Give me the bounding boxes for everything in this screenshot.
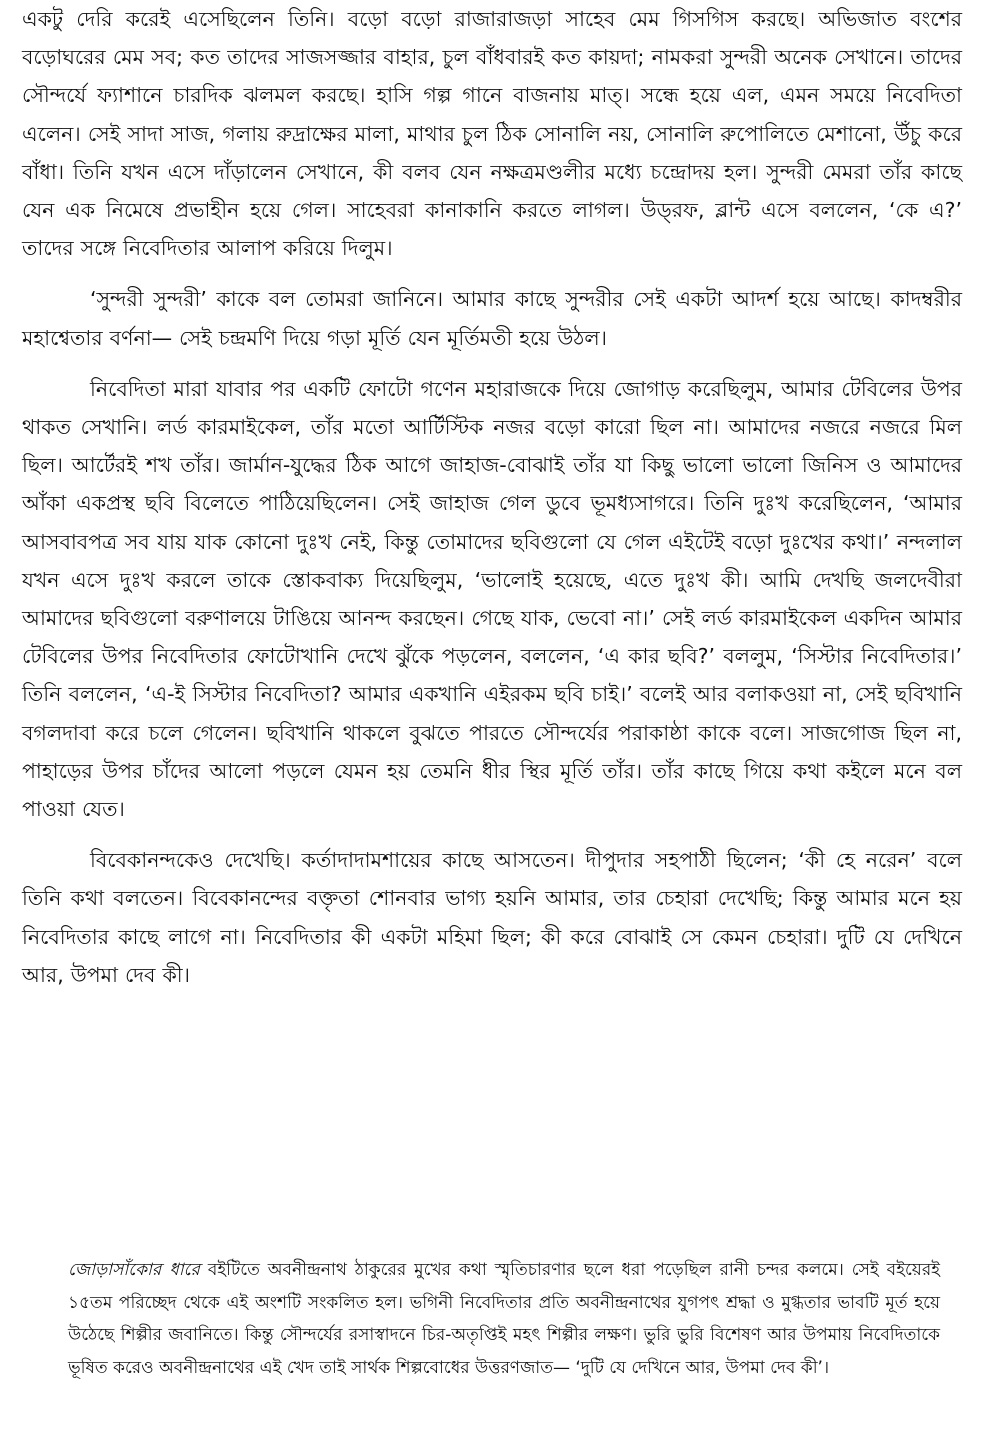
editorial-note-text — [68, 1254, 940, 1384]
paragraph-2: ‘সুন্দরী সুন্দরী’ কাকে বল তোমরা জানিনে। আমার কাছে সুন্দরীর সেই একটা আদর্শ হয়ে আছে। কাদম্বরীর মহাশ্বেতার বর্ণনা— সেই চন্দ্রমণি দিয়ে গড়া মূর্তি যেন মূর্তিমতী হয়ে উঠল। — [22, 287, 962, 350]
paragraph-3: নিবেদিতা মারা যাবার পর একটি ফোটো গণেন মহারাজকে দিয়ে জোগাড় করেছিলুম, আমার টেবিলের উপর থাকত সেখানি। লর্ড কারমাইকেল, তাঁর মতো আর্টিস্টিক নজর বড়ো কারো ছিল না। আমাদের নজরে নজরে মিল ছিল। আর্টেরই শখ তাঁর। জার্মান-যুদ্ধের ঠিক আগে জাহাজ-বোঝাই তাঁর যা কিছু ভালো ভালো জিনিস ও আমাদের আঁকা একপ্রস্থ ছবি বিলেতে পাঠিয়েছিলেন। সেই জাহাজ গেল ডুবে ভূমধ্যসাগরে। তিনি দুঃখ করেছিলেন, ‘আমার আসবাবপত্র সব যায় যাক কোনো দুঃখ নেই, কিন্তু তোমাদের ছবিগুলো যে গেল এইটেই বড়ো দুঃখের কথা।’ নন্দলাল যখন এসে দুঃখ করলে তাকে স্তোকবাক্য দিয়েছিলুম, ‘ভালোই হয়েছে, এতে দুঃখ কী। আমি দেখছি জলদেবীরা আমাদের ছবিগুলো বরুণালয়ে টাঙিয়ে আনন্দ করছেন। গেছে যাক, ভেবো না।’ সেই লর্ড কারমাইকেল একদিন আমার টেবিলের উপর নিবেদিতার ফোটোখানি দেখে ঝুঁকে পড়লেন, বললেন, ‘এ কার ছবি?’ বললুম, ‘সিস্টার নিবেদিতার।’ তিনি বললেন, ‘এ-ই সিস্টার নিবেদিতা? আমার একখানি এইরকম ছবি চাই।’ বলেই আর বলাকওয়া না, সেই ছবিখানি বগলদাবা করে চলে গেলেন। ছবিখানি থাকলে বুঝতে পারতে সৌন্দর্যের পরাকাষ্ঠা কাকে বলে। সাজগোজ ছিল না, পাহাড়ের উপর চাঁদের আলো পড়লে যেমন হয় তেমনি ধীর স্থির মূর্তি তাঁর। তাঁর কাছে গিয়ে কথা কইলে মনে বল পাওয়া যেত। — [22, 376, 962, 822]
note-body: বইটিতে অবনীন্দ্রনাথ ঠাকুরের মুখের কথা স্মৃতিচারণার ছলে ধরা পড়েছিল রানী চন্দর কলমে। সেই বইয়েরই ১৫তম পরিচ্ছেদ থেকে এই অংশটি সংকলিত হল। ভগিনী নিবেদিতার প্রতি অবনীন্দ্রনাথের যুগপৎ শ্রদ্ধা ও মুগ্ধতার ভাবটি মূর্ত হয়ে উঠেছে শিল্পীর জবানিতে। কিন্তু সৌন্দর্যের রসাস্বাদনে চির-অতৃপ্তিই মহৎ শিল্পীর লক্ষণ। ভুরি ভুরি বিশেষণ আর উপমায় নিবেদিতাকে ভূষিত করেও অবনীন্দ্রনাথের এই খেদ তাই সার্থক শিল্পবোধের উত্তরণজাত— ‘দুটি যে দেখিনে আর, উপমা দেব কী’। — [68, 1260, 941, 1378]
editorial-note — [68, 1254, 940, 1384]
paragraph-1: একটু দেরি করেই এসেছিলেন তিনি। বড়ো বড়ো রাজারাজড়া সাহেব মেম গিসগিস করছে। অভিজাত বংশের বড়োঘরের মেম সব; কত তাদের সাজসজ্জার বাহার, চুল বাঁধবারই কত কায়দা; নামকরা সুন্দরী অনেক সেখানে। তাদের সৌন্দর্যে ফ্যাশানে চারদিক ঝলমল করছে। হাসি গল্প গানে বাজনায় মাত্‌। সন্ধে হয়ে এল, এমন সময়ে নিবেদিতা এলেন। সেই সাদা সাজ, গলায় রুদ্রাক্ষের মালা, মাথার চুল ঠিক সোনালি নয়, সোনালি রুপোলিতে মেশানো, উঁচু করে বাঁধা। তিনি যখন এসে দাঁড়ালেন সেখানে, কী বলব যেন নক্ষত্রমণ্ডলীর মধ্যে চন্দ্রোদয় হল। সুন্দরী মেমরা তাঁর কাছে যেন এক নিমেষে প্রভাহীন হয়ে গেল। সাহেবরা কানাকানি করতে লাগল। উড্‌রফ, ব্লান্ট এসে বললেন, ‘কে এ?’ তাদের সঙ্গে নিবেদিতার আলাপ করিয়ে দিলুম। — [22, 7, 962, 261]
book-title: জোড়াসাঁকোর ধারে — [68, 1260, 200, 1280]
document-page — [22, 0, 962, 994]
article-body — [22, 0, 962, 994]
paragraph-4: বিবেকানন্দকেও দেখেছি। কর্তাদাদামশায়ের কাছে আসতেন। দীপুদার সহপাঠী ছিলেন; ‘কী হে নরেন’ বলে তিনি কথা বলতেন। বিবেকানন্দের বক্তৃতা শোনবার ভাগ্য হয়নি আমার, তার চেহারা দেখেছি; কিন্তু আমার মনে হয় নিবেদিতার কাছে লাগে না। নিবেদিতার কী একটা মহিমা ছিল; কী করে বোঝাই সে কেমন চেহারা। দুটি যে দেখিনে আর, উপমা দেব কী। — [22, 848, 962, 987]
